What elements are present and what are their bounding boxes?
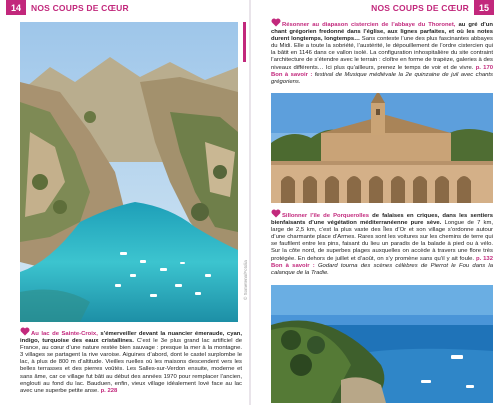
header-title: NOS COUPS DE CŒUR <box>31 2 129 13</box>
tip-text: Godard tourna des scènes célèbres de Pierrot le Fou dans la calanque de la Tradie. <box>271 262 494 276</box>
left-page-header <box>6 0 134 15</box>
porquerolles-text <box>271 209 493 277</box>
section-lead-rest: s’émerveiller devant la nuancier émeraude, cyan, indigo, turquoise des eaux cristallines. <box>20 331 242 345</box>
tip-text: festival de Musique médiévale la 2e quinzaine de juil avec chants grégoriens. <box>271 71 493 85</box>
section-body: Longue de 7 km, large de 2,5 km, c’est la plus vaste des Îles d’Or et son village s’ordonne autour d’une charmante place d’Armes. Rares sont les voitures sur les chemins de terre qui se faufilent entre les pins, faisant du lieu un paradis de la balade à pied ou à vélo. Sur la côte nord, de superbes plages auxquelles on accède à travers une flore très protégée. En dehors de juillet et d’août, on s’y promène sans qu’il y ait foule. <box>271 220 494 262</box>
page-reference[interactable]: p. 132 <box>476 255 493 262</box>
lake-sainte-croix-text <box>20 327 242 395</box>
heart-icon <box>271 209 281 218</box>
verdon-lake-photo <box>20 22 238 322</box>
lake-illustration <box>20 22 238 322</box>
page-reference[interactable]: p. 170 <box>475 64 494 71</box>
porquerolles-photo <box>271 285 493 403</box>
section-body: C’est le 3e plus grand lac artificiel de France, au cœur d’une nature restée bien sauvage : presque la mer à la montagne. 3 villages se partagent la rive varoise. Aiguines d’abord, dont le castel surplombe le lac, à plus de 800 m d’altitude. Vieilles ruelles où les maisons descendent vers les belles terrasses et des pierres voûtés. Les Salles-sur-Verdon ensuite, moderne et sans âme, car ce village fut bâti au début des années 1970 pour remplacer l’ancien, englouti au fond du lac. Bauduen, enfin, vieux village idéalement lové face au lac avec une superbe petite anse. <box>20 338 243 394</box>
section-lead: Résonner au diapason cistercien de l’abbaye du Thoronet, <box>282 22 456 28</box>
page-number: 15 <box>474 0 494 15</box>
right-page-header <box>366 0 494 15</box>
section-body: Sans conteste l’une des plus fascinantes abbayes du Midi. Elle a toute la sobriété, l’austérité, le dépouillement de l’ordre cistercien qui la bâtit en 1146 dans ce vallon isolé. La configuration inhospitalière du site contraint l’architecture de s’étendre avec le terrain : cloître en forme de trapèze, galeries à des niveaux différents… Ici plus qu’ailleurs, prenez le temps de voir et de vivre. <box>271 36 493 71</box>
page-reference[interactable]: p. 228 <box>100 387 118 394</box>
page-number: 14 <box>6 0 26 15</box>
abbey-illustration <box>271 93 493 203</box>
heart-icon <box>20 327 30 336</box>
accent-bar <box>243 22 246 62</box>
section-lead-rest: au gré d’un chant grégorien fredonné dans l’église, aux lignes parfaites, et où les notes durent longtemps, longtemps… <box>271 22 494 43</box>
heart-icon <box>271 18 281 27</box>
tip-label: Bon à savoir : <box>271 71 313 78</box>
section-lead-rest: de falaises en criques, dans les sentiers bienfaisants d’une végétation méditerranéenne pure sève. <box>271 213 493 227</box>
thoronet-abbey-text <box>271 18 493 86</box>
thoronet-abbey-photo <box>271 93 493 203</box>
photo-credit: © Sometenn/Fotolia <box>243 260 248 300</box>
section-lead: Sillonner l’île de Porquerolles <box>282 213 370 219</box>
header-title: NOS COUPS DE CŒUR <box>371 2 469 13</box>
right-page <box>250 0 500 405</box>
section-lead: Au lac de Sainte-Croix, <box>31 331 98 337</box>
island-illustration <box>271 285 493 403</box>
tip-label: Bon à savoir : <box>271 262 315 269</box>
